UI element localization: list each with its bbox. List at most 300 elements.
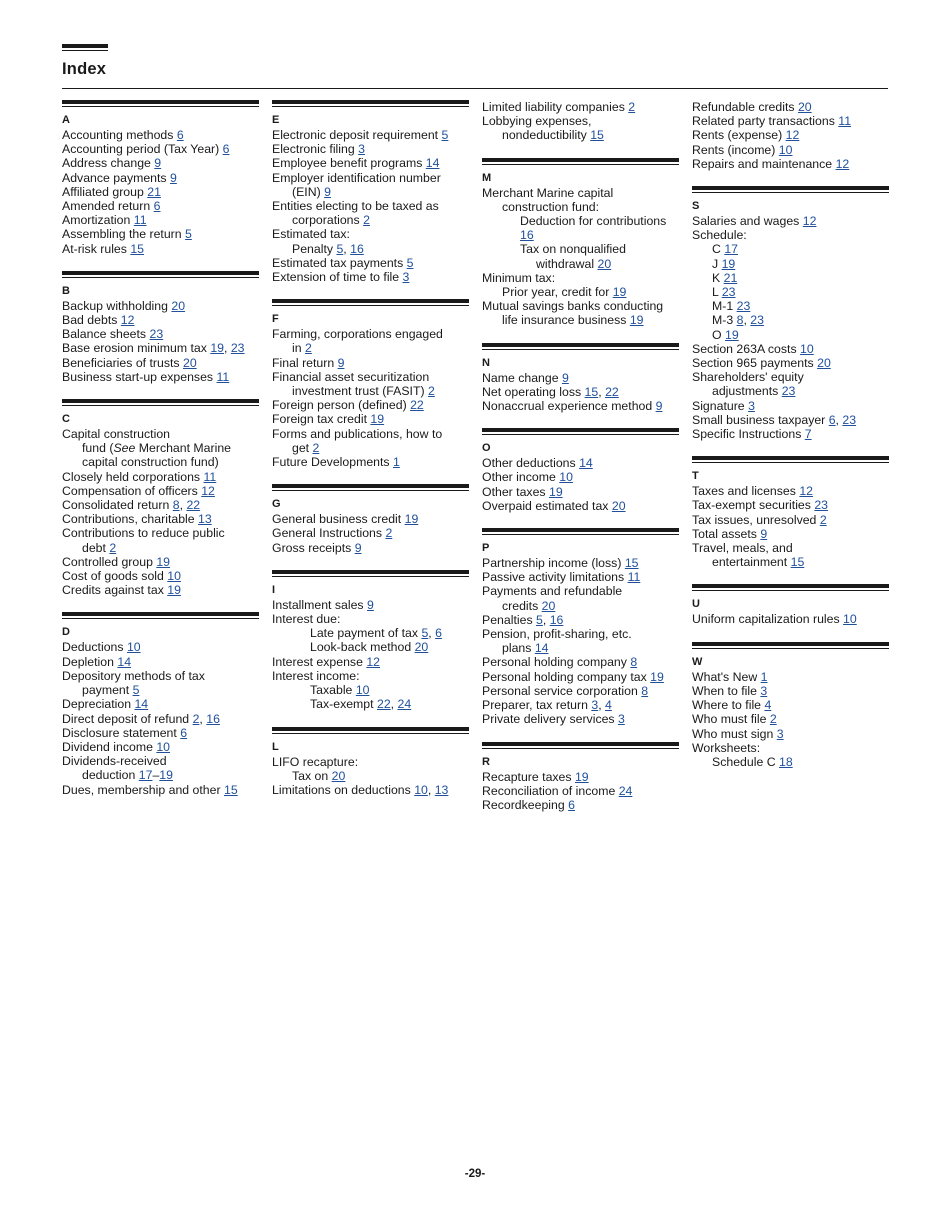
page-reference-link[interactable]: 17 bbox=[724, 242, 738, 257]
index-entry bbox=[692, 484, 889, 498]
index-entry bbox=[62, 455, 259, 469]
index-entry-text: Depletion bbox=[62, 654, 118, 669]
page-reference-link[interactable]: 3 bbox=[402, 270, 410, 285]
page-reference-link[interactable]: 4 bbox=[605, 698, 612, 713]
page-reference-link[interactable]: 15 bbox=[790, 555, 805, 570]
index-entry-text: Passive activity limitations bbox=[482, 570, 628, 585]
index-entry bbox=[482, 114, 679, 128]
page-reference-link[interactable]: 22 bbox=[410, 398, 424, 413]
page-reference-link[interactable]: 10 bbox=[126, 640, 141, 655]
page-reference-link[interactable]: 10 bbox=[559, 470, 573, 485]
page-reference-link[interactable]: 3 bbox=[618, 712, 625, 727]
page-title: Index bbox=[62, 60, 107, 78]
page-reference-link[interactable]: 6 bbox=[153, 199, 161, 214]
section-divider bbox=[62, 612, 259, 619]
page-reference-link[interactable]: 8 bbox=[172, 498, 180, 513]
page-reference-link[interactable]: 23 bbox=[842, 412, 857, 427]
page-reference-link[interactable]: 2 bbox=[628, 100, 636, 114]
page-reference-link[interactable]: 10 bbox=[800, 341, 814, 356]
index-entry bbox=[272, 384, 469, 398]
page-reference-link[interactable]: 24 bbox=[618, 783, 633, 798]
page-number-footer: -29- bbox=[464, 1168, 486, 1180]
page-reference-link[interactable]: 14 bbox=[425, 156, 440, 171]
page-reference-link[interactable]: 14 bbox=[534, 641, 549, 656]
page-reference-link[interactable]: 19 bbox=[721, 256, 736, 271]
page-reference-link[interactable]: 2 bbox=[109, 540, 117, 555]
divider-thick-bar bbox=[62, 612, 259, 616]
index-entry-text: Other income bbox=[482, 470, 560, 485]
index-entry bbox=[482, 613, 679, 627]
index-entry bbox=[272, 626, 469, 640]
index-entry bbox=[482, 670, 679, 684]
section-letter-heading: I bbox=[272, 583, 276, 596]
index-entry-text: get bbox=[292, 440, 313, 455]
divider-thin-line bbox=[692, 590, 889, 591]
page-reference-link[interactable]: 5 bbox=[336, 241, 344, 256]
page-reference-link[interactable]: 8 bbox=[630, 655, 638, 670]
page-reference-link[interactable]: 13 bbox=[434, 782, 449, 797]
page-reference-link[interactable]: 12 bbox=[802, 214, 817, 229]
page-reference-link[interactable]: 16 bbox=[350, 241, 364, 256]
index-entry-text: Nonaccrual experience method bbox=[482, 399, 656, 414]
index-entry bbox=[482, 242, 679, 256]
index-entry bbox=[482, 271, 679, 285]
page-reference-link[interactable]: 19 bbox=[404, 512, 419, 527]
index-entry bbox=[692, 370, 889, 384]
index-entry-text: Tax on nonqualified bbox=[520, 242, 626, 257]
page-reference-link[interactable]: 16 bbox=[206, 711, 220, 726]
page-reference-link[interactable]: 6 bbox=[828, 412, 836, 427]
page-reference-link[interactable]: 15 bbox=[590, 128, 604, 143]
index-entry bbox=[482, 684, 679, 698]
index-entry bbox=[62, 498, 259, 512]
page-reference-link[interactable]: 5 bbox=[441, 128, 449, 142]
page-reference-link[interactable]: 2 bbox=[192, 711, 200, 726]
page-reference-link[interactable]: 11 bbox=[216, 369, 230, 384]
index-entry-text: Financial asset securitization bbox=[272, 369, 430, 384]
index-entry-text: deduction bbox=[82, 768, 139, 783]
page-reference-link[interactable]: 21 bbox=[723, 270, 738, 285]
page-reference-link[interactable]: 20 bbox=[414, 640, 429, 655]
page-reference-link[interactable]: 6 bbox=[176, 128, 184, 142]
page-reference-link[interactable]: 9 bbox=[354, 540, 362, 555]
page-reference-link[interactable]: 8 bbox=[736, 313, 744, 328]
index-entry-text: Extension of time to file bbox=[272, 270, 403, 285]
index-entry bbox=[272, 769, 469, 783]
section-letter-heading: W bbox=[692, 655, 703, 668]
index-section-m bbox=[482, 158, 679, 328]
page-reference-link[interactable]: 10 bbox=[355, 683, 370, 698]
index-entry-text: capital construction fund) bbox=[82, 455, 219, 470]
page-reference-link[interactable]: 14 bbox=[117, 654, 132, 669]
page-reference-link[interactable]: 11 bbox=[838, 114, 852, 129]
index-entry-text: , bbox=[343, 241, 351, 256]
index-entry-text: entertainment bbox=[712, 555, 791, 570]
section-divider bbox=[272, 484, 469, 491]
page-reference-link[interactable]: 12 bbox=[785, 128, 800, 143]
index-entry bbox=[482, 570, 679, 584]
index-entry bbox=[692, 513, 889, 527]
page-reference-link[interactable]: 15 bbox=[130, 241, 145, 256]
page-reference-link[interactable]: 19 bbox=[724, 327, 739, 342]
page-reference-link[interactable]: 9 bbox=[337, 355, 345, 370]
index-entry-text: Net operating loss bbox=[482, 384, 585, 399]
header-rule-thin bbox=[62, 50, 108, 51]
index-entry-text: Balance sheets bbox=[62, 327, 150, 342]
page-reference-link[interactable]: 5 bbox=[536, 612, 543, 627]
index-entry-text: Tax-exempt bbox=[310, 697, 377, 712]
section-divider bbox=[62, 100, 259, 107]
index-entry bbox=[482, 499, 679, 513]
index-entry-text: What's New bbox=[692, 669, 761, 684]
index-entry-text: adjustments bbox=[712, 384, 782, 399]
index-entry bbox=[692, 413, 889, 427]
page-reference-link[interactable]: 9 bbox=[760, 526, 768, 541]
page-reference-link[interactable]: 6 bbox=[222, 142, 230, 157]
index-entry bbox=[482, 214, 679, 242]
index-entry-text: Depository methods of tax bbox=[62, 668, 205, 683]
page-reference-link[interactable]: 12 bbox=[201, 483, 215, 498]
page-reference-link[interactable]: 2 bbox=[305, 341, 312, 356]
page-reference-link[interactable]: 11 bbox=[627, 570, 641, 585]
index-entry-text: General business credit bbox=[272, 512, 405, 527]
index-entry-text: Amortization bbox=[62, 213, 134, 228]
page-reference-link[interactable]: 17 bbox=[138, 768, 153, 783]
section-divider bbox=[272, 727, 469, 734]
page-reference-link[interactable]: 10 bbox=[414, 782, 428, 797]
index-entry-text: investment trust (FASIT) bbox=[292, 384, 428, 399]
section-divider bbox=[272, 100, 469, 107]
page-reference-link[interactable]: 2 bbox=[312, 440, 320, 455]
page-reference-link[interactable]: 11 bbox=[133, 213, 147, 228]
index-entry bbox=[62, 754, 259, 768]
page-reference-link[interactable]: 4 bbox=[764, 698, 772, 713]
index-entry-text: Rents (income) bbox=[692, 142, 779, 157]
index-entry-text: Minimum tax: bbox=[482, 270, 556, 285]
page-reference-link[interactable]: 15 bbox=[224, 782, 238, 797]
page-reference-link[interactable]: 19 bbox=[548, 484, 563, 499]
section-divider bbox=[482, 343, 679, 350]
page-reference-link[interactable]: 22 bbox=[186, 498, 201, 513]
divider-thin-line bbox=[272, 106, 469, 107]
page-reference-link[interactable]: 3 bbox=[591, 698, 599, 713]
page-reference-link[interactable]: 6 bbox=[435, 626, 442, 641]
index-section-a bbox=[62, 100, 259, 256]
page-reference-link[interactable]: 24 bbox=[397, 697, 412, 712]
index-entry bbox=[272, 683, 469, 697]
page-reference-link[interactable]: 2 bbox=[769, 712, 777, 727]
index-entry-text: Penalties bbox=[482, 612, 537, 627]
index-entry bbox=[692, 527, 889, 541]
index-entry bbox=[482, 470, 679, 484]
index-entry-text: Foreign tax credit bbox=[272, 412, 371, 427]
page-reference-link[interactable]: 2 bbox=[427, 384, 435, 399]
index-entry bbox=[272, 640, 469, 654]
page-reference-link[interactable]: 23 bbox=[736, 299, 751, 314]
page-reference-link[interactable]: 14 bbox=[134, 697, 149, 712]
index-entry-text: Who must sign bbox=[692, 726, 777, 741]
index-entry bbox=[692, 399, 889, 413]
section-divider bbox=[692, 456, 889, 463]
page-reference-link[interactable]: 3 bbox=[748, 398, 755, 413]
page-reference-link[interactable]: 2 bbox=[819, 512, 827, 527]
page-reference-link[interactable]: 23 bbox=[781, 384, 796, 399]
page-reference-link[interactable]: 14 bbox=[579, 456, 593, 471]
page-reference-link[interactable]: 21 bbox=[147, 184, 161, 199]
page-reference-link[interactable]: 10 bbox=[156, 739, 171, 754]
index-entry bbox=[62, 356, 259, 370]
section-letter-heading: A bbox=[62, 114, 70, 126]
page-reference-link[interactable]: 9 bbox=[170, 170, 177, 185]
index-entry-text: Electronic filing bbox=[272, 142, 359, 157]
index-entry-text: Advance payments bbox=[62, 170, 171, 185]
page-reference-link[interactable]: 20 bbox=[171, 298, 186, 313]
index-entry bbox=[692, 214, 889, 228]
index-entry bbox=[692, 712, 889, 726]
index-entry-text: Worksheets: bbox=[692, 740, 761, 755]
divider-thin-line bbox=[692, 462, 889, 463]
index-entry bbox=[692, 313, 889, 327]
section-divider bbox=[482, 158, 679, 165]
page-reference-link[interactable]: 20 bbox=[597, 256, 612, 271]
index-entry bbox=[482, 641, 679, 655]
page-reference-link[interactable]: 19 bbox=[159, 768, 173, 783]
page-reference-link[interactable]: 19 bbox=[629, 313, 644, 328]
page-reference-link[interactable]: 23 bbox=[721, 285, 736, 300]
index-entry bbox=[692, 242, 889, 256]
index-entry-text: C bbox=[712, 242, 725, 257]
index-entry bbox=[482, 371, 679, 385]
divider-thick-bar bbox=[482, 528, 679, 532]
section-letter-heading: M bbox=[482, 171, 492, 184]
index-section-r bbox=[482, 742, 679, 813]
index-entry bbox=[272, 142, 469, 156]
page-reference-link[interactable]: 10 bbox=[843, 612, 857, 627]
page-reference-link[interactable]: 23 bbox=[750, 313, 764, 328]
index-entry bbox=[692, 741, 889, 755]
page-reference-link[interactable]: 6 bbox=[568, 797, 575, 812]
divider-thick-bar bbox=[272, 484, 469, 488]
index-entry-text: Uniform capitalization rules bbox=[692, 612, 844, 627]
index-entry bbox=[692, 299, 889, 313]
page-reference-link[interactable]: 5 bbox=[421, 626, 429, 641]
index-entry bbox=[272, 526, 469, 540]
index-entry-text: , bbox=[598, 384, 606, 399]
divider-thin-line bbox=[272, 305, 469, 306]
page-reference-link[interactable]: 9 bbox=[367, 597, 374, 612]
page-reference-link[interactable]: 19 bbox=[370, 412, 385, 427]
page-reference-link[interactable]: 20 bbox=[797, 100, 812, 114]
index-entry bbox=[482, 698, 679, 712]
index-entry-text: Mutual savings banks conducting bbox=[482, 299, 664, 314]
page-reference-link[interactable]: 3 bbox=[760, 683, 768, 698]
index-entry bbox=[482, 556, 679, 570]
index-section-l bbox=[272, 727, 469, 798]
index-entry bbox=[482, 399, 679, 413]
index-entry bbox=[62, 555, 259, 569]
page-reference-link[interactable]: 9 bbox=[154, 156, 162, 171]
index-entry bbox=[272, 398, 469, 412]
column-1 bbox=[62, 100, 259, 812]
index-entry-text: Backup withholding bbox=[62, 298, 172, 313]
index-entry bbox=[62, 783, 259, 797]
divider-thin-line bbox=[482, 164, 679, 165]
index-section-t bbox=[692, 456, 889, 569]
page-reference-link[interactable]: 12 bbox=[366, 654, 381, 669]
page-reference-link[interactable]: 3 bbox=[776, 726, 784, 741]
index-entry bbox=[62, 341, 259, 355]
index-entry bbox=[482, 456, 679, 470]
page-reference-link[interactable]: 8 bbox=[641, 683, 649, 698]
page-reference-link[interactable]: 20 bbox=[331, 768, 346, 783]
page-reference-link[interactable]: 6 bbox=[180, 725, 188, 740]
page-reference-link[interactable]: 3 bbox=[358, 142, 365, 157]
divider-thin-line bbox=[272, 490, 469, 491]
divider-thin-line bbox=[62, 618, 259, 619]
page-reference-link[interactable]: 13 bbox=[198, 512, 212, 527]
index-entry-text: corporations bbox=[292, 213, 364, 228]
page-reference-link[interactable]: 23 bbox=[814, 498, 829, 513]
index-entry bbox=[62, 142, 259, 156]
index-entry-text: Related party transactions bbox=[692, 114, 839, 129]
index-entry-text: Employee benefit programs bbox=[272, 156, 426, 171]
index-entry bbox=[482, 798, 679, 812]
index-entry-text: nondeductibility bbox=[502, 128, 591, 143]
page-reference-link[interactable]: 19 bbox=[650, 669, 664, 684]
page-reference-link[interactable]: 19 bbox=[612, 285, 627, 300]
index-entry-text: Prior year, credit for bbox=[502, 285, 613, 300]
index-entry bbox=[272, 227, 469, 241]
index-entry bbox=[482, 770, 679, 784]
index-entry-text: – bbox=[152, 768, 160, 783]
page-reference-link[interactable]: 23 bbox=[149, 327, 164, 342]
page-reference-link[interactable]: 19 bbox=[210, 341, 224, 356]
page-reference-link[interactable]: 5 bbox=[132, 683, 140, 698]
index-entry bbox=[692, 698, 889, 712]
page-reference-link[interactable]: 1 bbox=[392, 455, 400, 470]
index-entry-text: Shareholders' equity bbox=[692, 370, 804, 385]
index-entry-text: in bbox=[292, 341, 305, 356]
page-reference-link[interactable]: 19 bbox=[574, 769, 589, 784]
index-columns bbox=[62, 100, 890, 812]
page-reference-link[interactable]: 5 bbox=[406, 255, 414, 270]
index-entry bbox=[272, 356, 469, 370]
index-entry bbox=[62, 227, 259, 241]
index-entry-text: fund ( bbox=[82, 441, 114, 456]
index-entry bbox=[62, 213, 259, 227]
page-reference-link[interactable]: 12 bbox=[835, 156, 850, 171]
column-4 bbox=[692, 100, 889, 812]
page-reference-link[interactable]: 2 bbox=[385, 526, 393, 541]
index-entry bbox=[692, 427, 889, 441]
index-entry bbox=[482, 285, 679, 299]
index-entry-text: Disclosure statement bbox=[62, 725, 181, 740]
page-reference-link[interactable]: 10 bbox=[167, 569, 181, 584]
page-reference-link[interactable]: 19 bbox=[167, 583, 181, 598]
index-entry-text: Closely held corporations bbox=[62, 469, 204, 484]
index-entry-text: Address change bbox=[62, 156, 155, 171]
page-reference-link[interactable]: 15 bbox=[584, 384, 599, 399]
index-entry bbox=[482, 100, 679, 114]
index-entry bbox=[482, 128, 679, 142]
index-entry bbox=[62, 726, 259, 740]
index-entry-text: Installment sales bbox=[272, 597, 368, 612]
section-divider bbox=[692, 186, 889, 193]
index-entry bbox=[62, 242, 259, 256]
index-entry bbox=[62, 199, 259, 213]
index-entry-text: Merchant Marine bbox=[135, 441, 232, 456]
index-entry bbox=[62, 327, 259, 341]
section-letter-heading: G bbox=[272, 498, 281, 511]
index-entry-text: Penalty bbox=[292, 241, 337, 256]
page-reference-link[interactable]: 18 bbox=[779, 754, 793, 769]
page-reference-link[interactable]: 9 bbox=[324, 184, 331, 199]
index-entry bbox=[692, 755, 889, 769]
section-divider bbox=[272, 570, 469, 577]
index-entry-text: At-risk rules bbox=[62, 241, 131, 256]
index-entry-text: Assembling the return bbox=[62, 227, 186, 242]
page-reference-link[interactable]: 12 bbox=[120, 313, 135, 328]
index-entry-text: , bbox=[390, 697, 398, 712]
page-reference-link[interactable]: 20 bbox=[182, 355, 197, 370]
page-reference-link[interactable]: 15 bbox=[624, 556, 639, 571]
page-reference-link[interactable]: 5 bbox=[185, 227, 192, 242]
index-entry bbox=[62, 470, 259, 484]
section-letter-heading: U bbox=[692, 598, 700, 611]
page-reference-link[interactable]: 22 bbox=[376, 697, 391, 712]
index-entry-text: Other deductions bbox=[482, 456, 580, 471]
page-reference-link[interactable]: 12 bbox=[799, 484, 814, 499]
page-reference-link[interactable]: 10 bbox=[778, 142, 793, 157]
page-reference-link[interactable]: 1 bbox=[760, 669, 768, 684]
page-reference-link[interactable]: 16 bbox=[520, 228, 534, 243]
index-entry bbox=[272, 185, 469, 199]
index-entry-text: See bbox=[113, 441, 136, 456]
page-reference-link[interactable]: 9 bbox=[655, 399, 663, 414]
page-reference-link[interactable]: 20 bbox=[611, 498, 626, 513]
page-reference-link[interactable]: 2 bbox=[363, 213, 370, 228]
index-entry-text: Base erosion minimum tax bbox=[62, 341, 211, 356]
index-entry bbox=[272, 783, 469, 797]
section-letter-heading: C bbox=[62, 413, 70, 426]
divider-thick-bar bbox=[482, 742, 679, 746]
page-reference-link[interactable]: 19 bbox=[156, 554, 171, 569]
page-reference-link[interactable]: 16 bbox=[549, 612, 564, 627]
index-section-g bbox=[272, 484, 469, 555]
page-reference-link[interactable]: 20 bbox=[817, 356, 831, 371]
page-reference-link[interactable]: 7 bbox=[804, 427, 812, 442]
index-entry bbox=[62, 313, 259, 327]
index-entry bbox=[272, 655, 469, 669]
divider-thin-line bbox=[272, 733, 469, 734]
index-entry-text: J bbox=[712, 256, 722, 271]
page-reference-link[interactable]: 20 bbox=[541, 598, 556, 613]
divider-thick-bar bbox=[272, 570, 469, 574]
index-entry bbox=[692, 128, 889, 142]
title-underline-rule bbox=[62, 88, 888, 89]
page-reference-link[interactable]: 11 bbox=[203, 469, 217, 484]
section-divider bbox=[692, 584, 889, 591]
index-entry bbox=[692, 356, 889, 370]
index-section-e bbox=[272, 100, 469, 284]
page-reference-link[interactable]: 23 bbox=[230, 341, 245, 356]
index-section-n bbox=[482, 343, 679, 414]
divider-thin-line bbox=[692, 648, 889, 649]
page-reference-link[interactable]: 9 bbox=[561, 370, 569, 385]
index-entry bbox=[692, 143, 889, 157]
index-entry bbox=[62, 541, 259, 555]
page-reference-link[interactable]: 22 bbox=[605, 384, 619, 399]
